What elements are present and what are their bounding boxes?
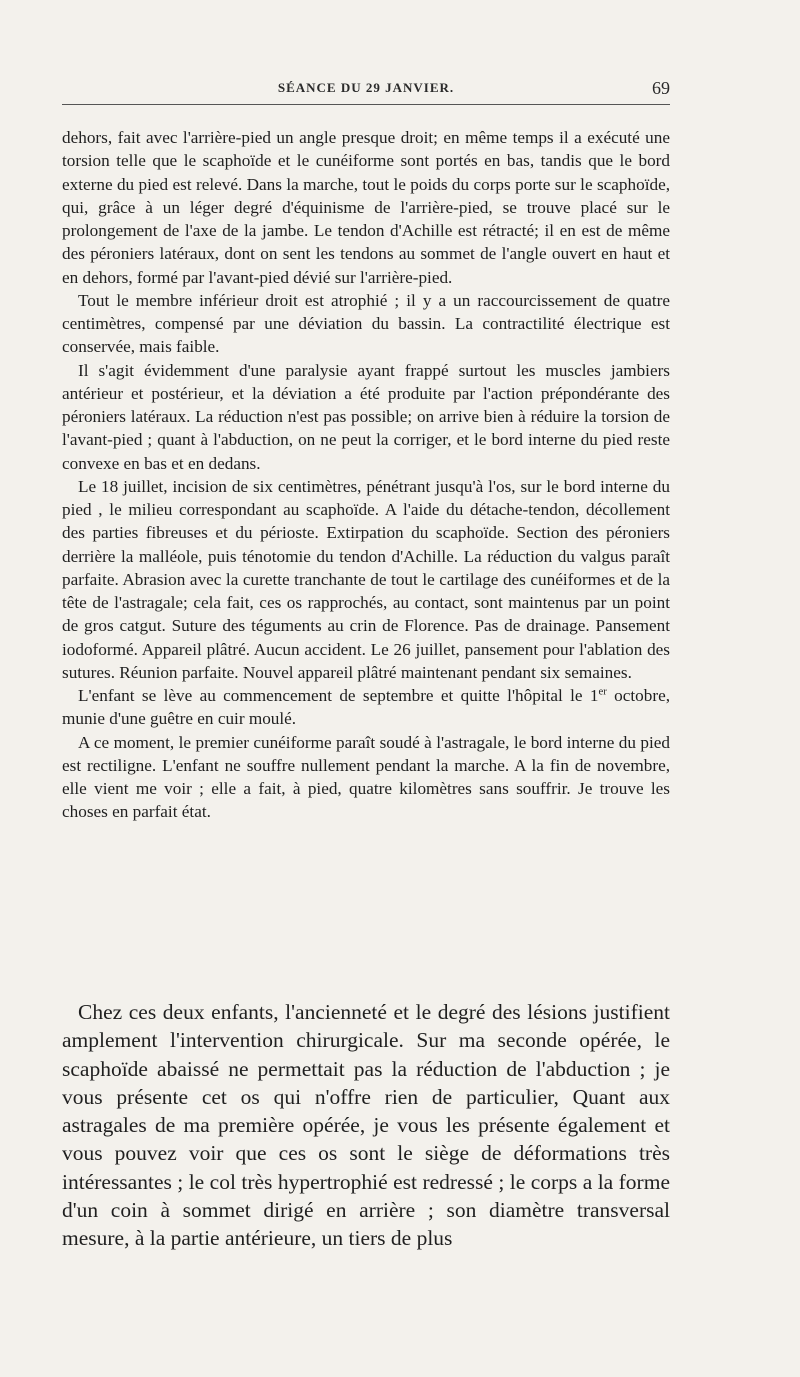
ordinal-superscript: er	[598, 686, 607, 698]
paragraph-6: A ce moment, le premier cunéiforme paraît soudé à l'astragale, le bord interne du pied est rectiligne. L'enfant ne souffre nullement pendant la marche. A la fin de novembre, elle vient me voir ; elle a fait, à pied, quatre kilomètres sans souffrir. Je trouve les choses en parfait état.	[62, 732, 670, 822]
paragraph-5-end: octobre, munie d'une guêtre en cuir moulé.	[62, 686, 670, 729]
header-title: SÉANCE DU 29 JANVIER.	[277, 80, 455, 95]
paragraph-2: Tout le membre inférieur droit est atrophié ; il y a un raccourcissement de quatre centimètres, compensé par une déviation du bassin. La contractilité électrique est conservée, mais faible.	[62, 290, 670, 357]
paragraph-4: Le 18 juillet, incision de six centimètres, pénétrant jusqu'à l'os, sur le bord interne du pied , le milieu correspondant au scaphoïde. A l'aide du détache-tendon, décollement des parties fibreuses et du périoste. Extirpation du scaphoïde. Section des péroniers derrière la malléole, puis ténotomie du tendon d'Achille. La réduction du valgus paraît parfaite. Abrasion avec la curette tranchante de tout le cartilage des cunéiformes et de la tête de l'astragale; cela fait, ces os rapprochés, au contact, sont maintenus par un point de gros catgut. Suture des téguments au crin de Florence. Pas de drainage. Pansement iodoformé. Appareil plâtré. Aucun accident. Le 26 juillet, pansement pour l'ablation des sutures. Réunion parfaite. Nouvel appareil plâtré maintenant pendant six semaines.	[62, 476, 670, 682]
paragraph-5	[62, 684, 670, 731]
paragraph-1: dehors, fait avec l'arrière-pied un angle presque droit; en même temps il a exécuté une torsion telle que le scaphoïde et le cunéiforme sont portés en bas, tandis que le bord externe du pied est relevé. Dans la marche, tout le poids du corps porte sur le scaphoïde, qui, grâce à un léger degré d'équinisme de l'arrière-pied, se trouve placé sur le prolongement de l'axe de la jambe. Le tendon d'Achille est rétracté; il en est de même des péroniers latéraux, dont on sent les tendons au sommet de l'angle ouvert en haut et en dehors, formé par l'avant-pied dévié sur l'arrière-pied.	[62, 128, 670, 287]
case-report	[62, 126, 670, 824]
paragraph-5-start: L'enfant se lève au commencement de septembre et quitte l'hôpital le 1	[78, 686, 599, 705]
running-header	[62, 80, 670, 105]
page-number: 69	[652, 78, 670, 98]
discussion-paragraph: Chez ces deux enfants, l'ancienneté et le degré des lésions justifient amplement l'intervention chirurgicale. Sur ma seconde opérée, le scaphoïde abaissé ne permettait pas la réduction de l'abduction ; je vous présente cet os qui n'offre rien de particulier, Quant aux astragales de ma première opérée, je vous les présente également et vous pouvez voir que ces os sont le siège de déformations très intéressantes ; le col très hypertrophié est redressé ; le corps a la forme d'un coin à sommet dirigé en arrière ; son diamètre transversal mesure, à la partie antérieure, un tiers de plus	[62, 1000, 670, 1251]
discussion-section	[62, 998, 670, 1253]
paragraph-3: Il s'agit évidemment d'une paralysie ayant frappé surtout les muscles jambiers antérieur et postérieur, et la déviation a été produite par l'action prépondérante des péroniers latéraux. La réduction n'est pas possible; on arrive bien à réduire la torsion de l'avant-pied ; quant à l'abduction, on ne peut la corriger, et le bord interne du pied reste convexe en bas et en dedans.	[62, 360, 670, 473]
